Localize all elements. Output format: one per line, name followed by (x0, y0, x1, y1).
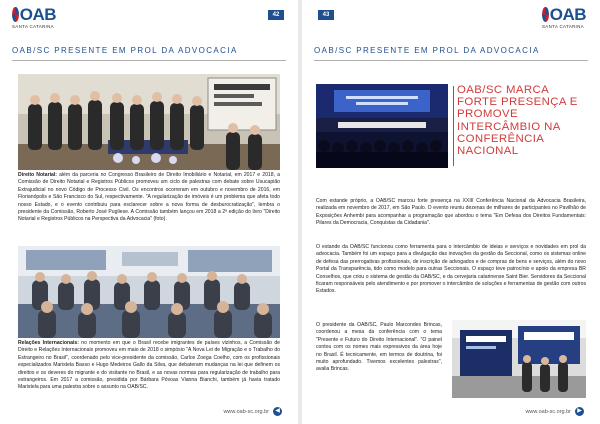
photo-conference-stage (316, 84, 448, 168)
divider (12, 60, 286, 61)
paragraph-president: O presidente da OAB/SC, Paulo Marcondes Brincas, coordenou a mesa da conferência com o tema "Presente e Futuro do Direito Internacional". "O painel contou com os nomes mais expressivos da área hoje no Brasil. É tecnicamente, em termos de doutrina, foi muito aprofundado. Tivemos excelentes palestras", avalia Brincas. (316, 322, 442, 373)
logo-subtitle: SANTA CATARINA (12, 24, 54, 29)
oab-emblem-icon (542, 7, 549, 22)
oab-logo (542, 6, 586, 32)
previous-page-arrow-icon[interactable]: ◀ (273, 407, 282, 416)
paragraph-international (18, 340, 280, 392)
logo-subtitle: SANTA CATARINA (542, 24, 584, 29)
oab-emblem-icon (12, 7, 19, 22)
footer-url[interactable]: www.oab-sc.org.br (223, 408, 269, 415)
section-headline: OAB/SC PRESENTE EM PROL DA ADVOCACIA (314, 46, 540, 55)
footer (223, 407, 282, 416)
photo-oab-stand (452, 320, 586, 398)
page-number: 43 (318, 10, 334, 20)
photo-international-symposium (18, 246, 280, 338)
next-page-arrow-icon[interactable]: ▶ (575, 407, 584, 416)
oab-logo (12, 6, 56, 32)
divider (314, 60, 588, 61)
title-accent-bar (453, 86, 454, 166)
footer-url[interactable]: www.oab-sc.org.br (525, 408, 571, 415)
page-number: 42 (268, 10, 284, 20)
paragraph-text: no momento em que o Brasil recebe imigrantes de países vizinhos, a Comissão de Direito e Relações Internacionais promoveu em maio de 2018 o simpósio "A Nova Lei de Migração e o Trabalho do Estrangeiro no Brasil", coordenado pelo vice-presidente da comissão, Carlos Zoega Coelho, com os profissionais especializados Maristela Basso e Hugo Medeiros Gallo da Silva, que debateram mudanças na lei que definem os direitos e os deveres do migrante e do visitante no Brasil, e as novas normas para regularização de trabalho para estrangeiros. Em 2017 a comissão, presidida por Bárbara Póvoas Vianna Bianchi, também já havia tratado Maristela para uma palestra sobre o assunto na OAB/SC. (18, 340, 280, 391)
article-title: OAB/SC MARCA FORTE PRESENÇA E PROMOVE INTERCÂMBIO NA CONFERÊNCIA NACIONAL (457, 84, 578, 158)
photo-notarial-group (18, 74, 280, 170)
paragraph-notarial (18, 172, 280, 224)
paragraph-stand: O estande da OAB/SC funcionou como ferramenta para o intercâmbio de ideias e serviços e novidades em prol da advocacia. Também foi um espaço para a divulgação das inovações da gestão da Seccional, como os sistemas online de defesa das prerrogativas profissionais, de inscrição de advogados e de compras de bens e serviços, além do novo Portal da Transparência, tido como modelo para outras Seccionais. O espaço teve patrocínio e apoio da empresa BR Conselhos, que criou o sistema de gestão da OAB/SC, e da cervejaria catarinense Saint Bier. Servidores da Seccional ficaram responsáveis pelo atendimento e por promover o intercâmbio de soluções e ferramentas de gestão com outros Estados. (316, 244, 586, 295)
left-page (0, 0, 298, 424)
paragraph-text: além da parceria no Congresso Brasileiro de Direito Imobiliário e Notarial, em 2017 e 2018, a Comissão de Direito Notarial e Registros Públicos promoveu um ciclo de palestras com debate sobre Usucapião Extrajudicial no novo Código de Processo Civil. Os encontros ocorreram em outubro e novembro de 2016, em Florianópolis e São Francisco do Sul, respectivamente. "A regularização de imóveis é um problema que afeta todo nosso Estado, e o evento contribuiu para esclarecer sobre a nova forma de desburocratização", lembra o presidente da Comissão, Roberto José Pugliese. A Comissão também lançou em 2018 a 2ª edição do livro "Direito Notarial e Registros Públicos na Perspectiva da Advocacia" (foto). (18, 172, 280, 223)
section-headline: OAB/SC PRESENTE EM PROL DA ADVOCACIA (12, 46, 238, 55)
paragraph-lead: Direito Notarial: (18, 172, 57, 178)
right-page (302, 0, 600, 424)
paragraph-lead: Relações Internacionais: (18, 340, 79, 346)
footer (525, 407, 584, 416)
logo-text: OAB (19, 5, 56, 24)
paragraph-conference: Com estande próprio, a OAB/SC marcou forte presença na XXIII Conferência Nacional da Advocacia Brasileira, realizada em novembro de 2017, em São Paulo. O evento reuniu dezenas de milhares de participantes no Pavilhão de Exposições Anhembi para acompanhar a programação que abordou o tema "Em Defesa dos Direitos Fundamentais: Pilares da Democracia, Conquistas da Cidadania". (316, 198, 586, 227)
logo-text: OAB (549, 5, 586, 24)
